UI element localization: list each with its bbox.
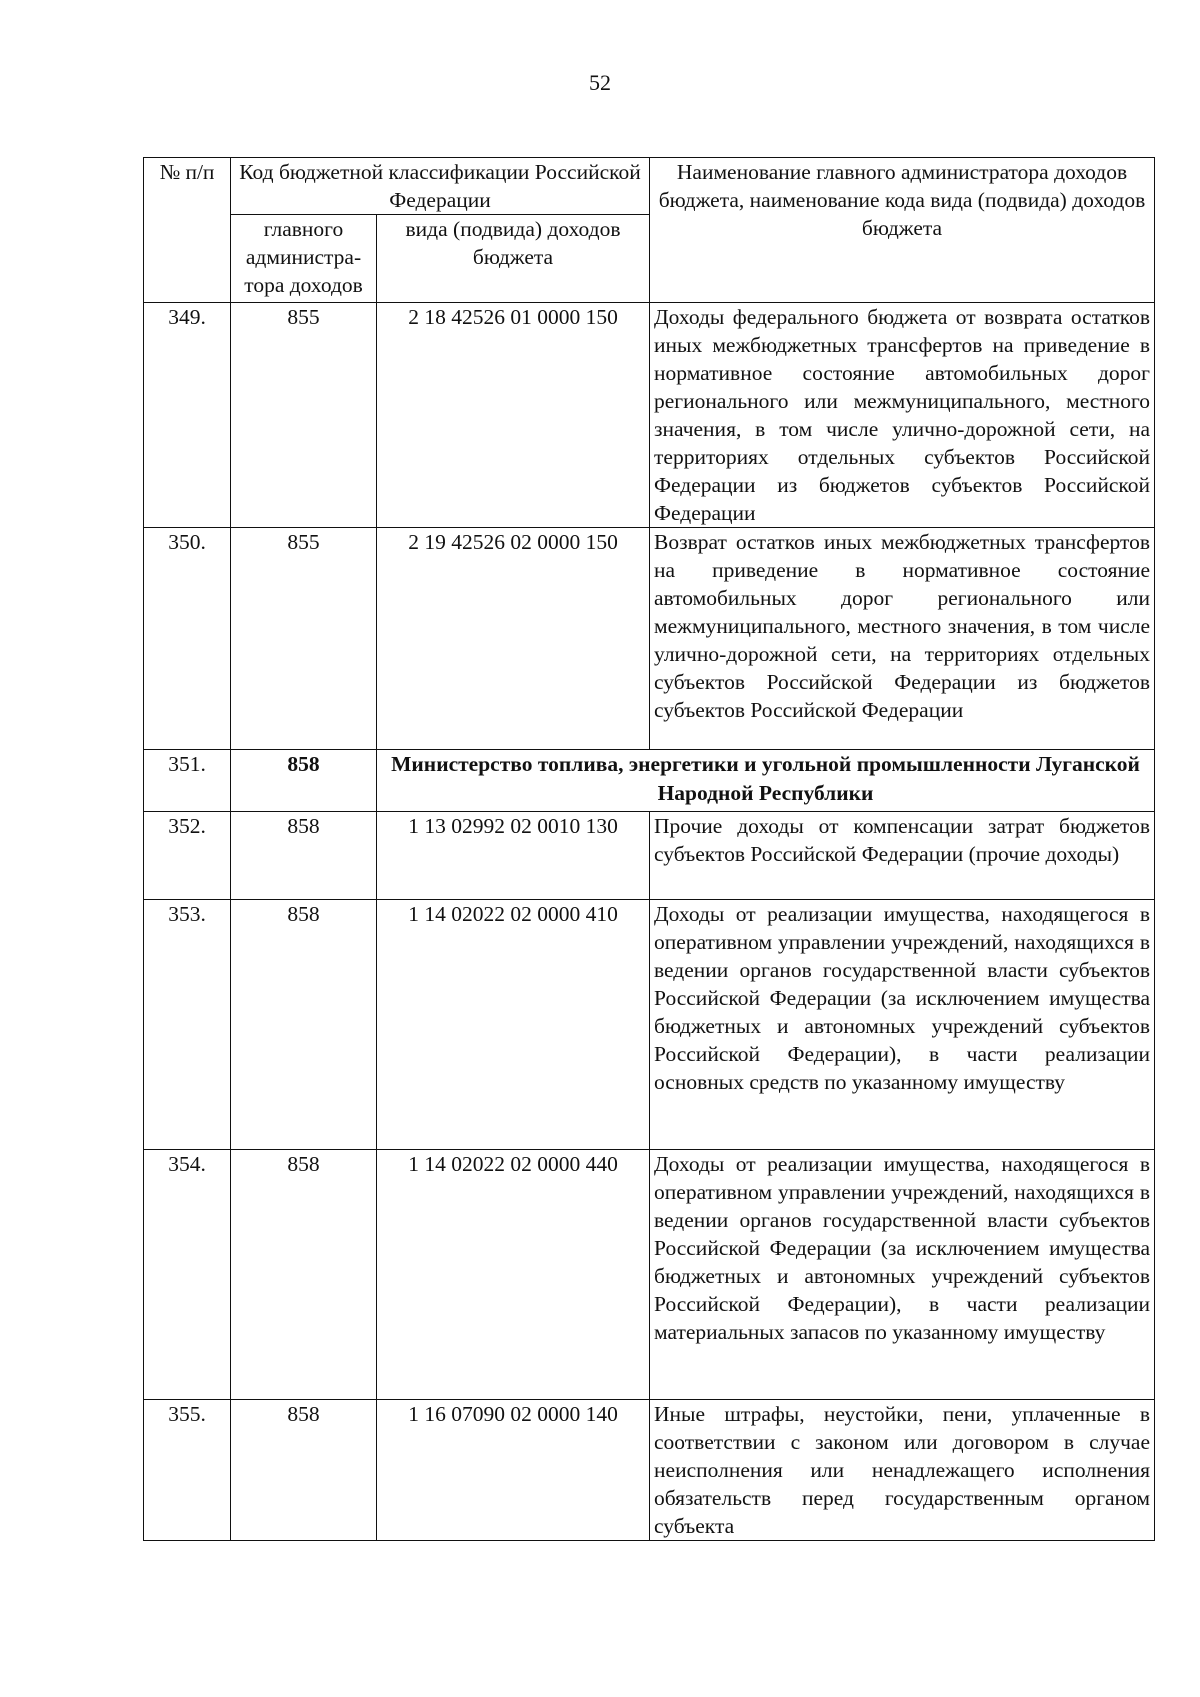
admin-code: 855	[231, 303, 377, 528]
row-number: 350.	[144, 528, 231, 750]
admin-code: 858	[231, 1150, 377, 1400]
row-number: 355.	[144, 1400, 231, 1541]
revenue-code: 1 14 02022 02 0000 410	[377, 900, 650, 1150]
row-number: 352.	[144, 812, 231, 900]
admin-code: 858	[231, 900, 377, 1150]
revenue-name: Возврат остатков иных межбюджетных трансфертов на приведение в нормативное состояние автомобильных дорог регионального или межмуниципального, местного значения, в том числе улично-дорожной сети, на территориях отдельных субъектов Российской Федерации из бюджетов субъектов Российской Федерации	[650, 528, 1155, 750]
ministry-name: Министерство топлива, энергетики и угольной промышленности Луганской Народной Республики	[377, 750, 1155, 812]
admin-code: 858	[231, 812, 377, 900]
table-row	[144, 528, 1155, 750]
revenue-code: 1 13 02992 02 0010 130	[377, 812, 650, 900]
revenue-code: 1 16 07090 02 0000 140	[377, 1400, 650, 1541]
header-budget-code-group: Код бюджетной классификации Российской Федерации	[231, 158, 650, 215]
header-admin-code: главного администра-тора доходов	[231, 215, 377, 303]
table-row	[144, 303, 1155, 528]
revenue-name: Доходы от реализации имущества, находящегося в оперативном управлении учреждений, находящихся в ведении органов государственной власти субъектов Российской Федерации (за исключением имущества бюджетных и автономных учреждений субъектов Российской Федерации), в части реализации основных средств по указанному имуществу	[650, 900, 1155, 1150]
row-number: 353.	[144, 900, 231, 1150]
admin-code: 855	[231, 528, 377, 750]
row-number: 351.	[144, 750, 231, 812]
row-number: 354.	[144, 1150, 231, 1400]
revenue-name: Доходы от реализации имущества, находящегося в оперативном управлении учреждений, находящихся в ведении органов государственной власти субъектов Российской Федерации (за исключением имущества бюджетных и автономных учреждений субъектов Российской Федерации), в части реализации материальных запасов по указанному имуществу	[650, 1150, 1155, 1400]
revenue-code: 2 18 42526 01 0000 150	[377, 303, 650, 528]
header-row-number: № п/п	[144, 158, 231, 303]
table-row	[144, 1150, 1155, 1400]
header-name: Наименование главного администратора доходов бюджета, наименование кода вида (подвида) доходов бюджета	[650, 158, 1155, 303]
table-row	[144, 900, 1155, 1150]
table-row	[144, 1400, 1155, 1541]
table-row	[144, 812, 1155, 900]
revenue-name: Прочие доходы от компенсации затрат бюджетов субъектов Российской Федерации (прочие доходы)	[650, 812, 1155, 900]
revenue-name: Доходы федерального бюджета от возврата остатков иных межбюджетных трансфертов на приведение в нормативное состояние автомобильных дорог регионального или межмуниципального, местного значения, в том числе улично-дорожной сети, на территориях отдельных субъектов Российской Федерации из бюджетов субъектов Российской Федерации	[650, 303, 1155, 528]
revenue-code: 2 19 42526 02 0000 150	[377, 528, 650, 750]
admin-code: 858	[231, 1400, 377, 1541]
revenue-code: 1 14 02022 02 0000 440	[377, 1150, 650, 1400]
revenue-classification-table	[143, 157, 1155, 1541]
admin-code: 858	[231, 750, 377, 812]
row-number: 349.	[144, 303, 231, 528]
header-revenue-code: вида (подвида) доходов бюджета	[377, 215, 650, 303]
ministry-row	[144, 750, 1155, 812]
revenue-name: Иные штрафы, неустойки, пени, уплаченные в соответствии с законом или договором в случае неисполнения или ненадлежащего исполнения обязательств перед государственным органом субъекта	[650, 1400, 1155, 1541]
page-number: 52	[589, 70, 611, 95]
